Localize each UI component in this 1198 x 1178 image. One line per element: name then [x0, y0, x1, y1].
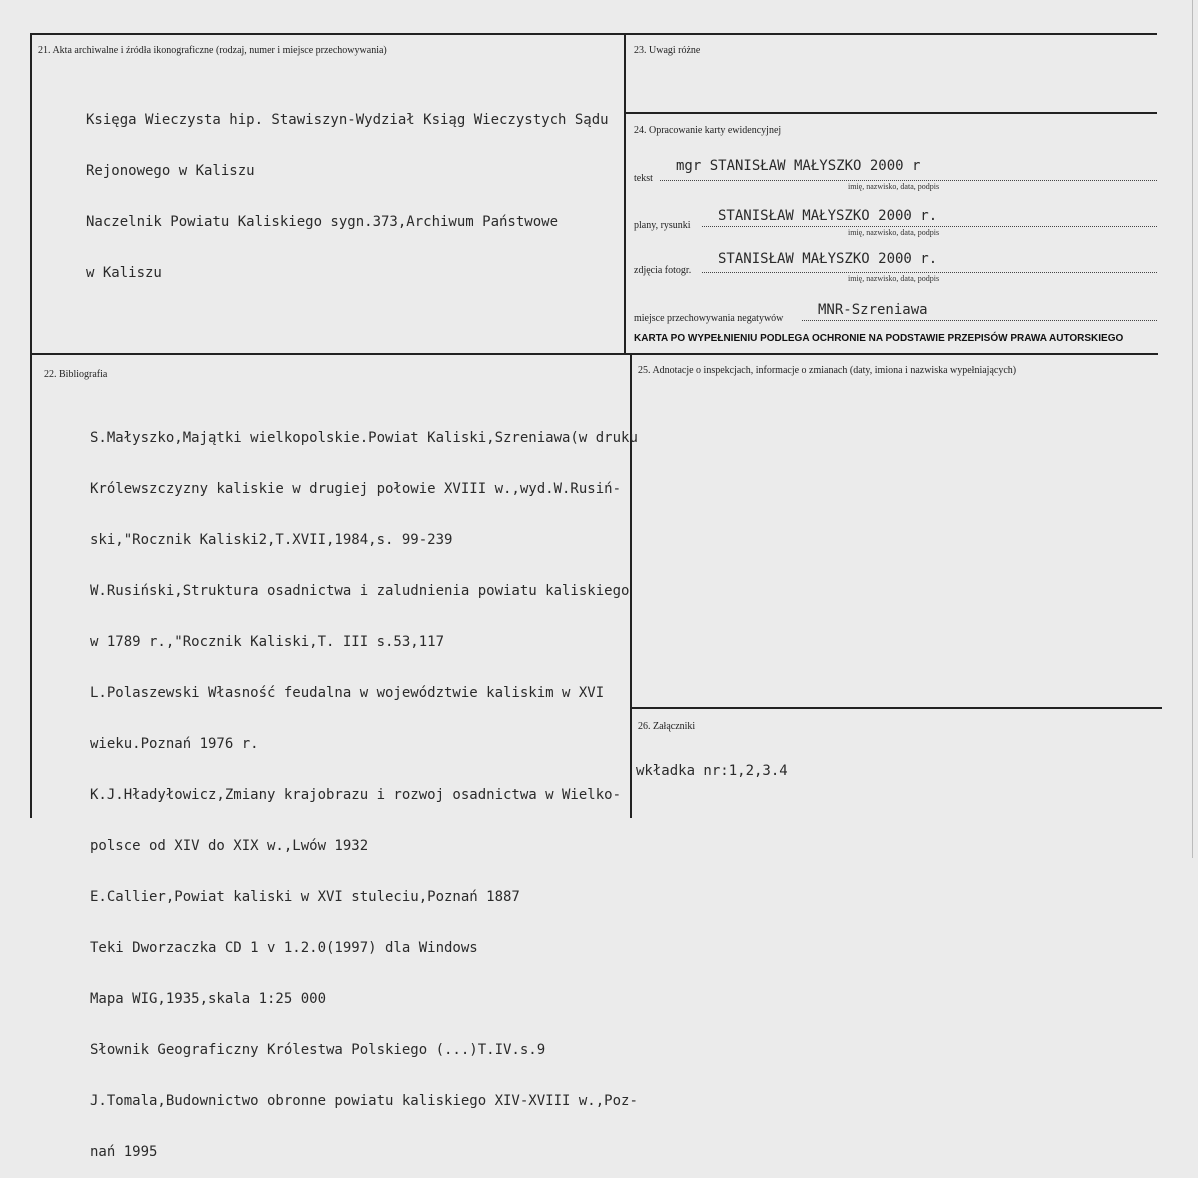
photos-field-dotted-line: [702, 272, 1157, 273]
right-edge-mark: [1192, 0, 1193, 858]
text-field-label: tekst: [634, 173, 653, 184]
bibliography-line: Teki Dworzaczka CD 1 v 1.2.0(1997) dla Windows: [90, 940, 478, 956]
bibliography-line: W.Rusiński,Struktura osadnictwa i zaludnienia powiatu kaliskiego: [90, 583, 630, 599]
left-border: [30, 33, 32, 818]
plans-field-dotted-line: [702, 226, 1157, 227]
text-field-caption: imię, nazwisko, data, podpis: [848, 182, 940, 191]
text-line: Księga Wieczysta hip. Stawiszyn-Wydział Ksiąg Wieczystych Sądu: [86, 112, 609, 128]
bibliography-line: Mapa WIG,1935,skala 1:25 000: [90, 991, 327, 1007]
section-25-label: 25. Adnotacje o inspekcjach, informacje o zmianach (daty, imiona i nazwiska wypełniających): [638, 365, 1017, 376]
section-22-label: 22. Bibliografia: [44, 369, 108, 380]
section-26-label: 26. Załączniki: [638, 721, 696, 732]
section-21-label: 21. Akta archiwalne i źródła ikonograficzne (rodzaj, numer i miejsce przechowywania): [38, 45, 387, 56]
text-line: w Kaliszu: [86, 265, 162, 281]
negatives-field-dotted-line: [802, 320, 1157, 321]
s23-bottom-line: [624, 112, 1157, 114]
copyright-notice: KARTA PO WYPEŁNIENIU PODLEGA OCHRONIE NA PODSTAWIE PRZEPISÓW PRAWA AUTORSKIEGO: [634, 333, 1124, 344]
bibliography-line: L.Polaszewski Własność feudalna w województwie kaliskim w XVI: [90, 685, 605, 701]
column-divider-upper: [624, 33, 626, 353]
negatives-location-value: MNR-Szreniawa: [818, 302, 928, 318]
bibliography-line: nań 1995: [90, 1144, 158, 1160]
top-border: [30, 33, 1157, 35]
bibliography-line: w 1789 r.,"Rocznik Kaliski,T. III s.53,117: [90, 634, 445, 650]
text-line: Rejonowego w Kaliszu: [86, 163, 255, 179]
bibliography-line: E.Callier,Powiat kaliski w XVI stuleciu,Poznań 1887: [90, 889, 520, 905]
plans-field-caption: imię, nazwisko, data, podpis: [848, 228, 940, 237]
bibliography-text: [90, 396, 638, 1178]
photos-field-caption: imię, nazwisko, data, podpis: [848, 274, 940, 283]
bibliography-line: J.Tomala,Budownictwo obronne powiatu kaliskiego XIV-XVIII w.,Poz-: [90, 1093, 638, 1109]
bibliography-line: polsce od XIV do XIX w.,Lwów 1932: [90, 838, 369, 854]
section-23-label: 23. Uwagi różne: [634, 45, 701, 56]
negatives-field-label: miejsce przechowywania negatywów: [634, 313, 784, 324]
text-author-value: mgr STANISŁAW MAŁYSZKO 2000 r: [676, 158, 921, 174]
section-21-text: [86, 78, 609, 299]
plans-author-value: STANISŁAW MAŁYSZKO 2000 r.: [718, 208, 938, 224]
plans-field-label: plany, rysunki: [634, 220, 691, 231]
bibliography-line: Królewszczyzny kaliskie w drugiej połowie XVIII w.,wyd.W.Rusiń-: [90, 481, 622, 497]
bibliography-line: wieku.Poznań 1976 r.: [90, 736, 259, 752]
bibliography-line: Słownik Geograficzny Królestwa Polskiego (...)T.IV.s.9: [90, 1042, 546, 1058]
s25-bottom-line: [630, 707, 1162, 709]
text-line: Naczelnik Powiatu Kaliskiego sygn.373,Archiwum Państwowe: [86, 214, 559, 230]
attachments-value: wkładka nr:1,2,3.4: [636, 763, 788, 779]
bibliography-line: K.J.Hładyłowicz,Zmiany krajobrazu i rozwoj osadnictwa w Wielko-: [90, 787, 622, 803]
bibliography-line: ski,"Rocznik Kaliski2,T.XVII,1984,s. 99-239: [90, 532, 453, 548]
text-field-dotted-line: [660, 180, 1157, 181]
section-divider-middle: [30, 353, 1158, 355]
bibliography-line: S.Małyszko,Majątki wielkopolskie.Powiat Kaliski,Szreniawa(w druku: [90, 430, 638, 446]
photos-author-value: STANISŁAW MAŁYSZKO 2000 r.: [718, 251, 938, 267]
section-24-label: 24. Opracowanie karty ewidencyjnej: [634, 125, 782, 136]
photos-field-label: zdjęcia fotogr.: [634, 265, 692, 276]
